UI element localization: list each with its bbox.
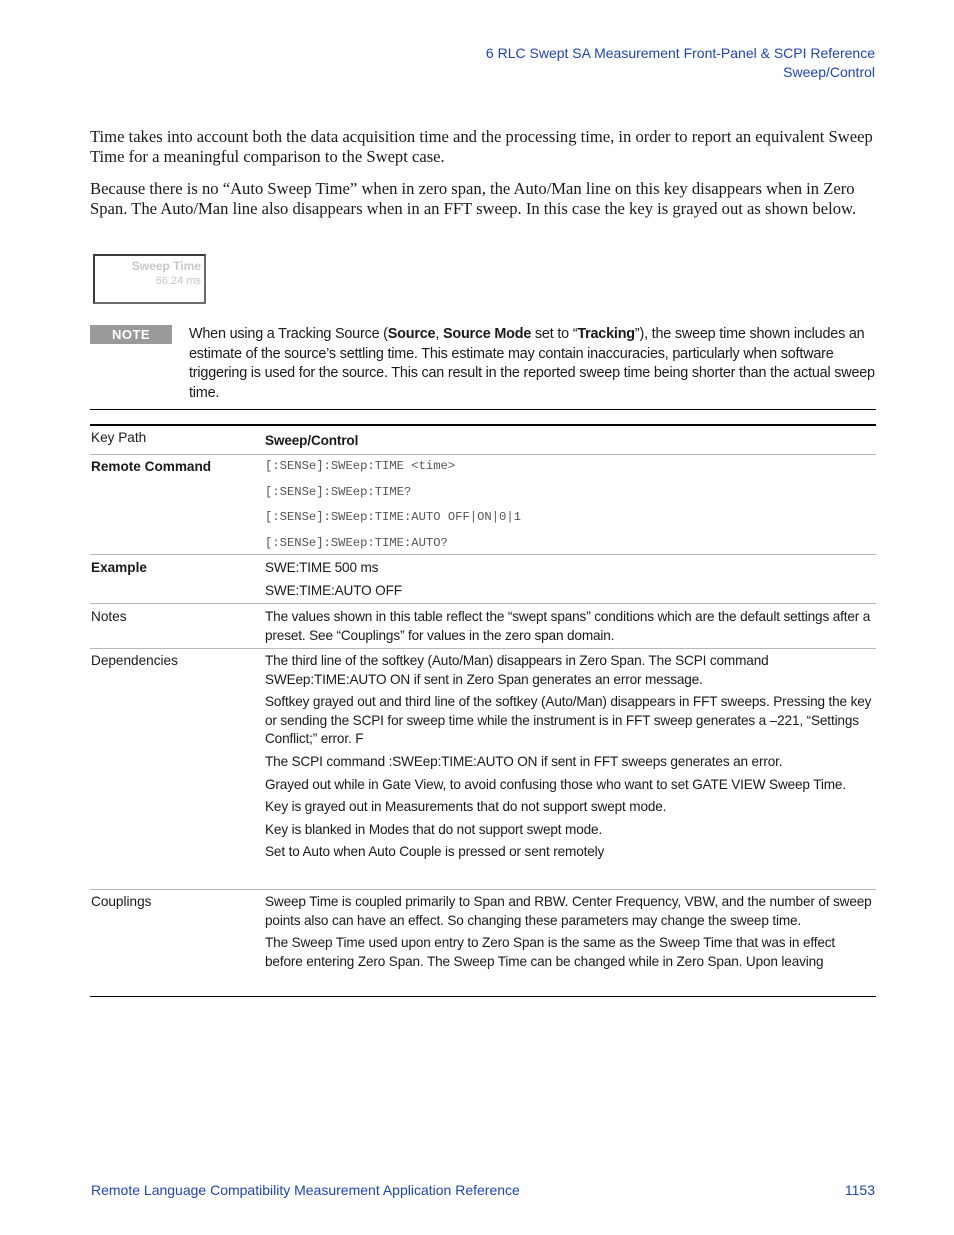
dependency-item: Grayed out while in Gate View, to avoid confusing those who want to set GATE VIEW Sweep Time.	[265, 776, 846, 792]
coupling-item: Sweep Time is coupled primarily to Span and RBW. Center Frequency, VBW, and the number of sweep points also can have an effect. So changing these parameters may change the sweep time.	[265, 894, 872, 928]
example-label: Example	[91, 560, 147, 575]
key-path-label: Key Path	[91, 430, 147, 445]
table-row-dependencies	[90, 648, 876, 889]
dependency-item: The SCPI command :SWEep:TIME:AUTO ON if sent in FFT sweeps generates an error.	[265, 753, 783, 769]
note-divider	[90, 409, 876, 410]
table-row-notes	[90, 603, 876, 648]
couplings-label: Couplings	[91, 894, 152, 909]
scpi-command-line: [:SENSe]:SWEep:TIME?	[265, 484, 412, 499]
body-paragraph-1: Time takes into account both the data acquisition time and the processing time, in order to report an equivalent Sweep Time for a meaningful comparison to the Swept case.	[90, 127, 873, 166]
page-number: 1153	[844, 1182, 875, 1198]
dependencies-label: Dependencies	[91, 653, 178, 668]
table-row-example	[90, 554, 876, 603]
example-line: SWE:TIME:AUTO OFF	[265, 583, 402, 598]
note-badge: NOTE	[90, 325, 172, 344]
dependency-item: Softkey grayed out and third line of the softkey (Auto/Man) disappears in FFT sweeps. Pressing the key or sending the SCPI for sweep time while the instrument is in FFT sweep generates a –221, “Settings Conflict;” error. F	[265, 694, 872, 747]
dependency-item: Set to Auto when Auto Couple is pressed or sent remotely	[265, 844, 605, 860]
table-row-remote-command	[90, 454, 876, 554]
chapter-title: 6 RLC Swept SA Measurement Front-Panel & SCPI Reference	[485, 45, 875, 61]
dependency-item: Key is blanked in Modes that do not support swept mode.	[265, 821, 603, 837]
dependency-item: The third line of the softkey (Auto/Man) disappears in Zero Span. The SCPI command SWEep:TIME:AUTO ON if sent in Zero Span generates an error message.	[265, 653, 769, 687]
key-path-value: Sweep/Control	[265, 433, 359, 448]
notes-label: Notes	[91, 609, 127, 624]
table-bottom-rule	[90, 996, 876, 997]
example-line: SWE:TIME 500 ms	[265, 560, 379, 575]
scpi-command-line: [:SENSe]:SWEep:TIME:AUTO?	[265, 535, 448, 550]
section-title: Sweep/Control	[783, 64, 875, 80]
notes-text: The values shown in this table reflect the “swept spans” conditions which are the default settings after a preset. See “Couplings” for values in the zero span domain.	[265, 609, 871, 643]
scpi-command-line: [:SENSe]:SWEep:TIME:AUTO OFF|ON|0|1	[265, 510, 521, 525]
note-text: When using a Tracking Source (Source, Source Mode set to “Tracking”), the sweep time shown includes an estimate of the source’s settling time. This estimate may contain inaccuracies, particularly when software triggering is used for the source. This can result in the reported sweep time being shorter than the actual sweep time.	[189, 326, 875, 401]
sweep-time-softkey-illustration	[93, 254, 206, 304]
softkey-label: Sweep Time	[131, 259, 201, 273]
scpi-command-line: [:SENSe]:SWEep:TIME <time>	[265, 459, 456, 473]
footer-title: Remote Language Compatibility Measurement Application Reference	[91, 1182, 520, 1198]
body-paragraph-2: Because there is no “Auto Sweep Time” when in zero span, the Auto/Man line on this key disappears when in Zero Span. The Auto/Man line also disappears when in an FFT sweep. In this case the key is grayed out as shown below.	[90, 179, 857, 218]
table-row-couplings	[90, 889, 876, 996]
softkey-value: 66.24 ms	[155, 275, 201, 287]
coupling-item: The Sweep Time used upon entry to Zero Span is the same as the Sweep Time that was in effect before entering Zero Span. The Sweep Time can be changed while in Zero Span. Upon leaving	[265, 935, 836, 969]
remote-command-label: Remote Command	[91, 459, 212, 474]
running-header	[486, 44, 875, 82]
table-row-key-path	[90, 424, 876, 454]
dependency-item: Key is grayed out in Measurements that do not support swept mode.	[265, 799, 667, 815]
key-info-table	[90, 424, 876, 996]
